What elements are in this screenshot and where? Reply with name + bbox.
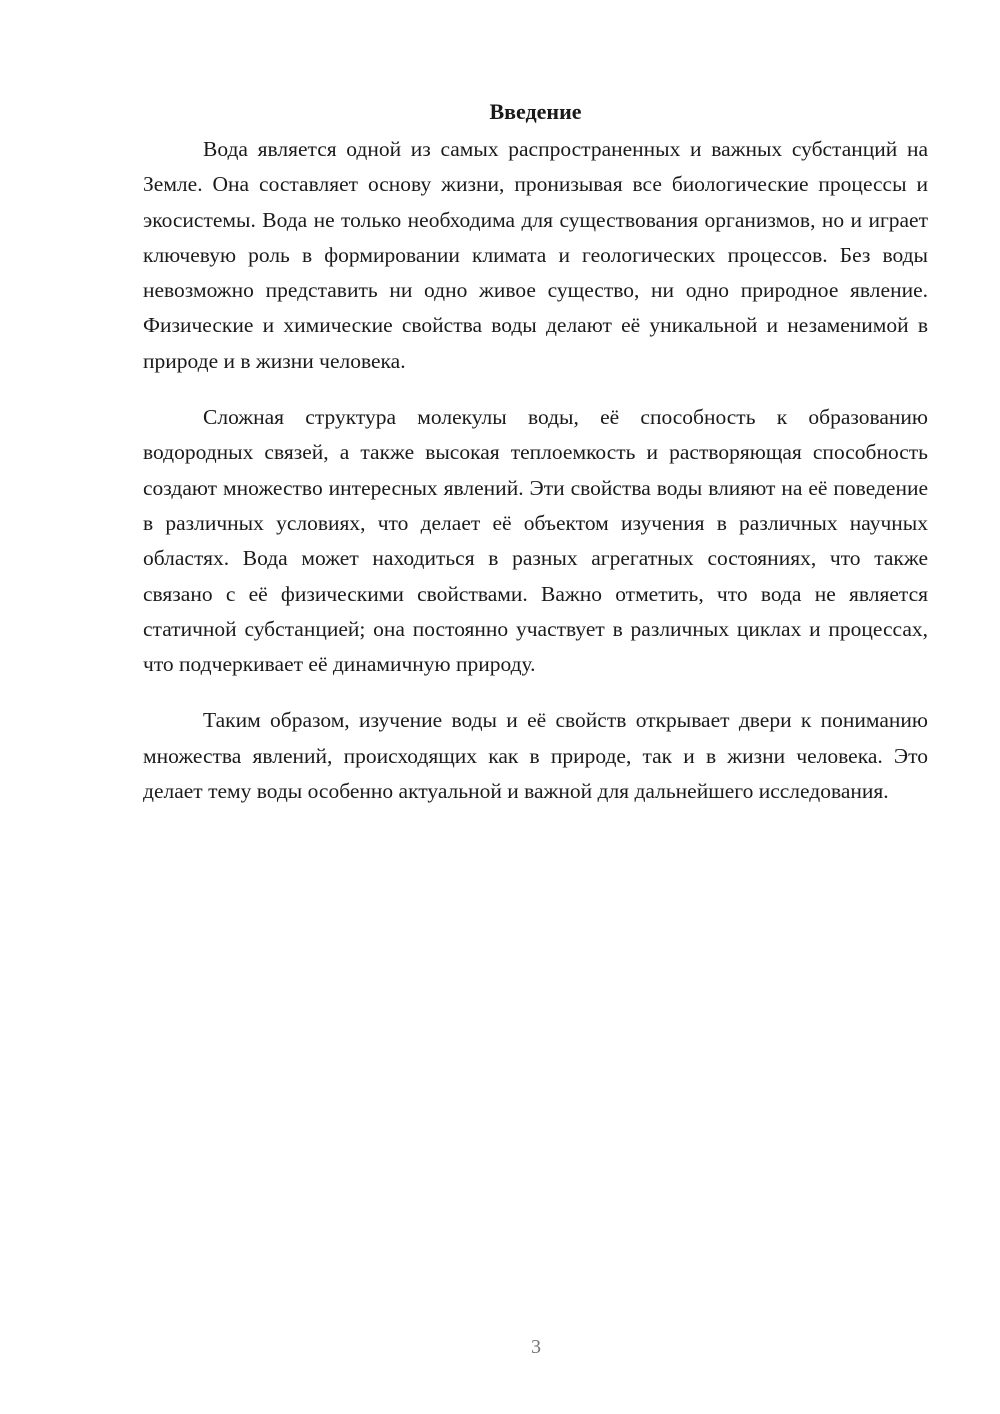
paragraph-1: Вода является одной из самых распространенных и важных субстанций на Земле. Она составляет основу жизни, пронизывая все биологические процессы и экосистемы. Вода не только необходима для существования организмов, но и играет ключевую роль в формировании климата и геологических процессов. Без воды невозможно представить ни одно живое существо, ни одно природное явление. Физические и химические свойства воды делают её уникальной и незаменимой в природе и в жизни человека. xyxy=(143,137,928,373)
page-content xyxy=(143,94,928,830)
paragraph-2: Сложная структура молекулы воды, её способность к образованию водородных связей, а также высокая теплоемкость и растворяющая способность создают множество интересных явлений. Эти свойства воды влияют на её поведение в различных условиях, что делает её объектом изучения в различных научных областях. Вода может находиться в разных агрегатных состояниях, что также связано с её физическими свойствами. Важно отметить, что вода не является статичной субстанцией; она постоянно участвует в различных циклах и процессах, что подчеркивает её динамичную природу. xyxy=(143,405,928,677)
page-number: 3 xyxy=(531,1336,541,1358)
section-heading: Введение xyxy=(489,99,582,124)
paragraph-3: Таким образом, изучение воды и её свойств открывает двери к пониманию множества явлений, происходящих как в природе, так и в жизни человека. Это делает тему воды особенно актуальной и важной для дальнейшего исследования. xyxy=(143,708,928,804)
